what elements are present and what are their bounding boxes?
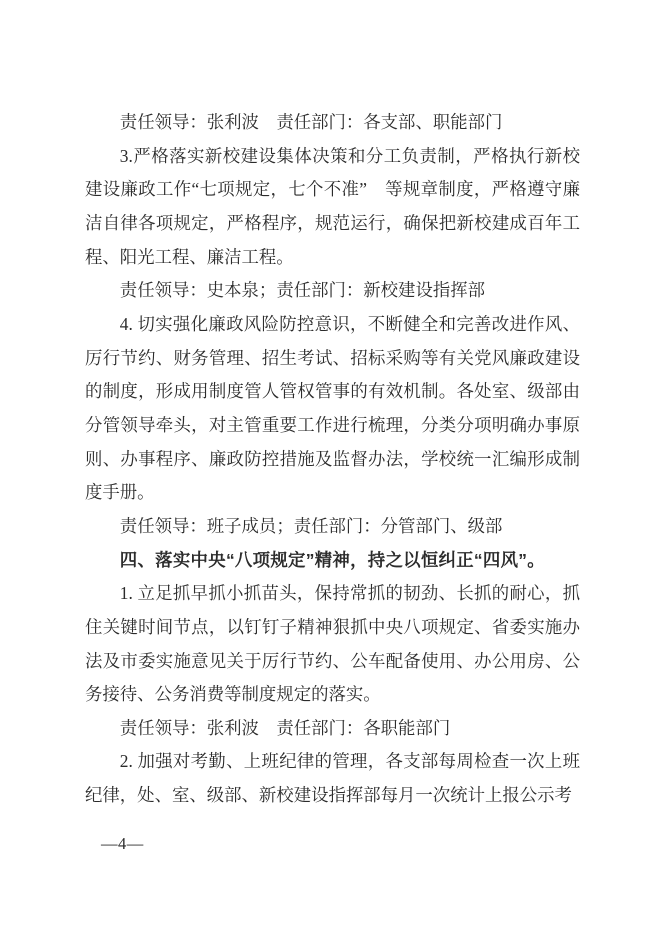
body-paragraph: 2. 加强对考勤、上班纪律的管理，各支部每周检查一次上班纪律，处、室、级部、新校建设指挥部每月一次统计上报公示考	[85, 751, 580, 806]
page-number: —4—	[101, 834, 144, 853]
body-paragraph: 3.严格落实新校建设集体决策和分工负责制，严格执行新校建设廉政工作“七项规定，七个不准” 等规章制度，严格遵守廉洁自律各项规定，严格程序，规范运行，确保把新校建成百年工程、阳光工程、廉洁工程。	[85, 145, 580, 267]
body-paragraph: 1. 立足抓早抓小抓苗头，保持常抓的韧劲、长抓的耐心，抓住关键时间节点，以钉钉子精神狠抓中央八项规定、省委实施办法及市委实施意见关于厉行节约、公车配备使用、办公用房、公务接待、公务消费等制度规定的落实。	[85, 583, 580, 705]
responsibility-line: 责任领导：班子成员；责任部门：分管部门、级部	[119, 515, 503, 536]
document-body	[85, 106, 580, 813]
body-paragraph: 4. 切实强化廉政风险防控意识，不断健全和完善改进作风、厉行节约、财务管理、招生考试、招标采购等有关党风廉政建设的制度，形成用制度管人管权管事的有效机制。各处室、级部由分管领导牵头，对主管重要工作进行梳理，分类分项明确办事原则、办事程序、廉政防控措施及监督办法，学校统一汇编形成制度手册。	[85, 313, 580, 503]
section-heading: 四、落实中央“八项规定”精神，持之以恒纠正“四风”。	[119, 549, 545, 570]
responsibility-line: 责任领导：史本泉；责任部门：新校建设指挥部	[119, 280, 486, 301]
responsibility-line: 责任领导：张利波 责任部门：各职能部门	[119, 717, 451, 738]
responsibility-line: 责任领导：张利波 责任部门：各支部、职能部门	[119, 112, 503, 132]
